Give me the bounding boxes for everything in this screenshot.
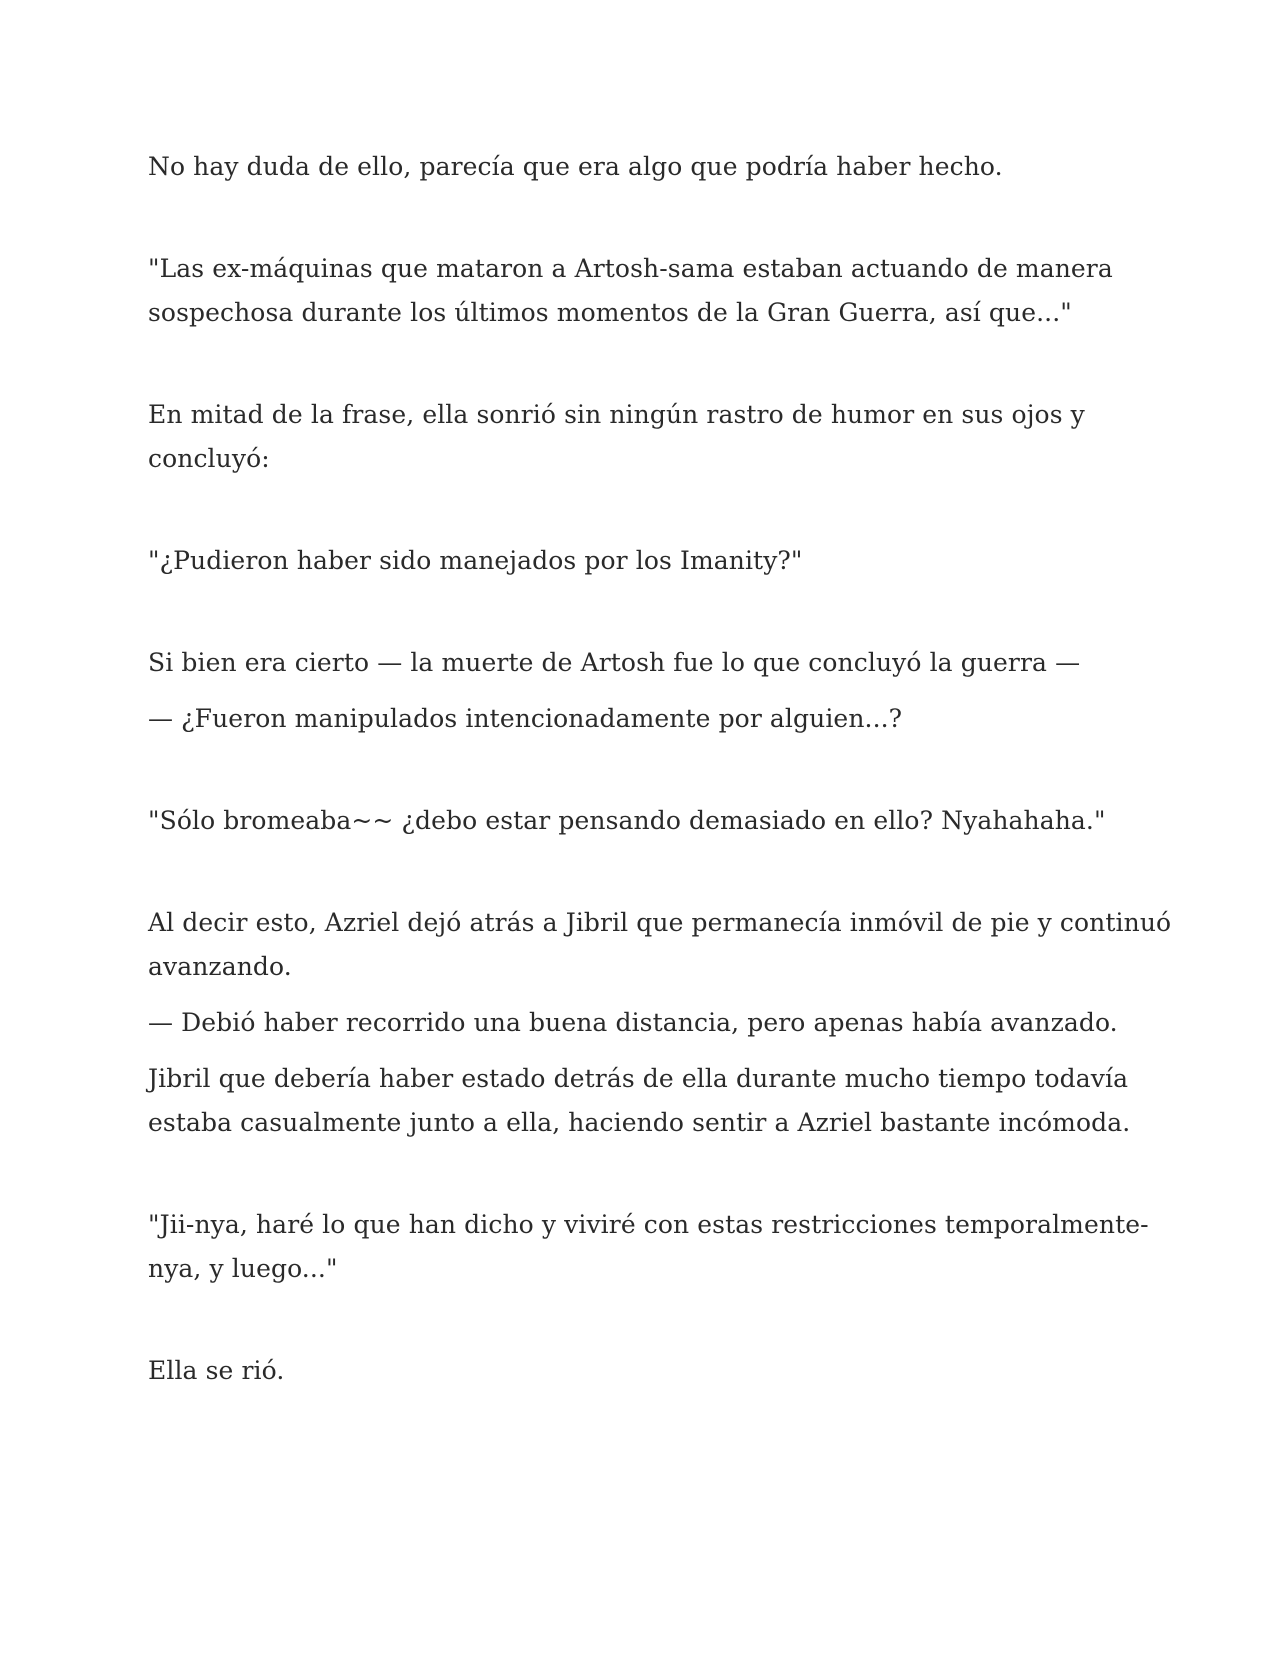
text-line-9: "Sólo bromeaba~~ ¿debo estar pensando demasiado en ello? Nyahahaha." — [148, 806, 1106, 835]
text-line-13: Jibril que debería haber estado detrás de ella durante mucho tiempo todavía — [148, 1064, 1129, 1093]
text-line-7: Si bien era cierto — la muerte de Artosh fue lo que concluyó la guerra — — [148, 648, 1081, 677]
text-line-8: — ¿Fueron manipulados intencionadamente por alguien...? — [148, 704, 903, 733]
text-line-2: "Las ex-máquinas que mataron a Artosh-sama estaban actuando de manera — [148, 254, 1113, 283]
text-line-16: nya, y luego..." — [148, 1254, 338, 1283]
text-line-14: estaba casualmente junto a ella, haciendo sentir a Azriel bastante incómoda. — [148, 1108, 1131, 1137]
text-line-1: No hay duda de ello, parecía que era algo que podría haber hecho. — [148, 152, 1003, 181]
text-line-11: avanzando. — [148, 952, 292, 981]
text-line-5: concluyó: — [148, 444, 270, 473]
text-line-10: Al decir esto, Azriel dejó atrás a Jibril que permanecía inmóvil de pie y continuó — [148, 908, 1172, 937]
text-line-15: "Jii-nya, haré lo que han dicho y viviré con estas restricciones temporalmente- — [148, 1210, 1149, 1239]
text-line-6: "¿Pudieron haber sido manejados por los Imanity?" — [148, 546, 803, 575]
text-line-17: Ella se rió. — [148, 1356, 285, 1385]
text-line-4: En mitad de la frase, ella sonrió sin ningún rastro de humor en sus ojos y — [148, 400, 1085, 429]
text-line-12: — Debió haber recorrido una buena distancia, pero apenas había avanzado. — [148, 1008, 1118, 1037]
text-line-3: sospechosa durante los últimos momentos de la Gran Guerra, así que..." — [148, 298, 1072, 327]
